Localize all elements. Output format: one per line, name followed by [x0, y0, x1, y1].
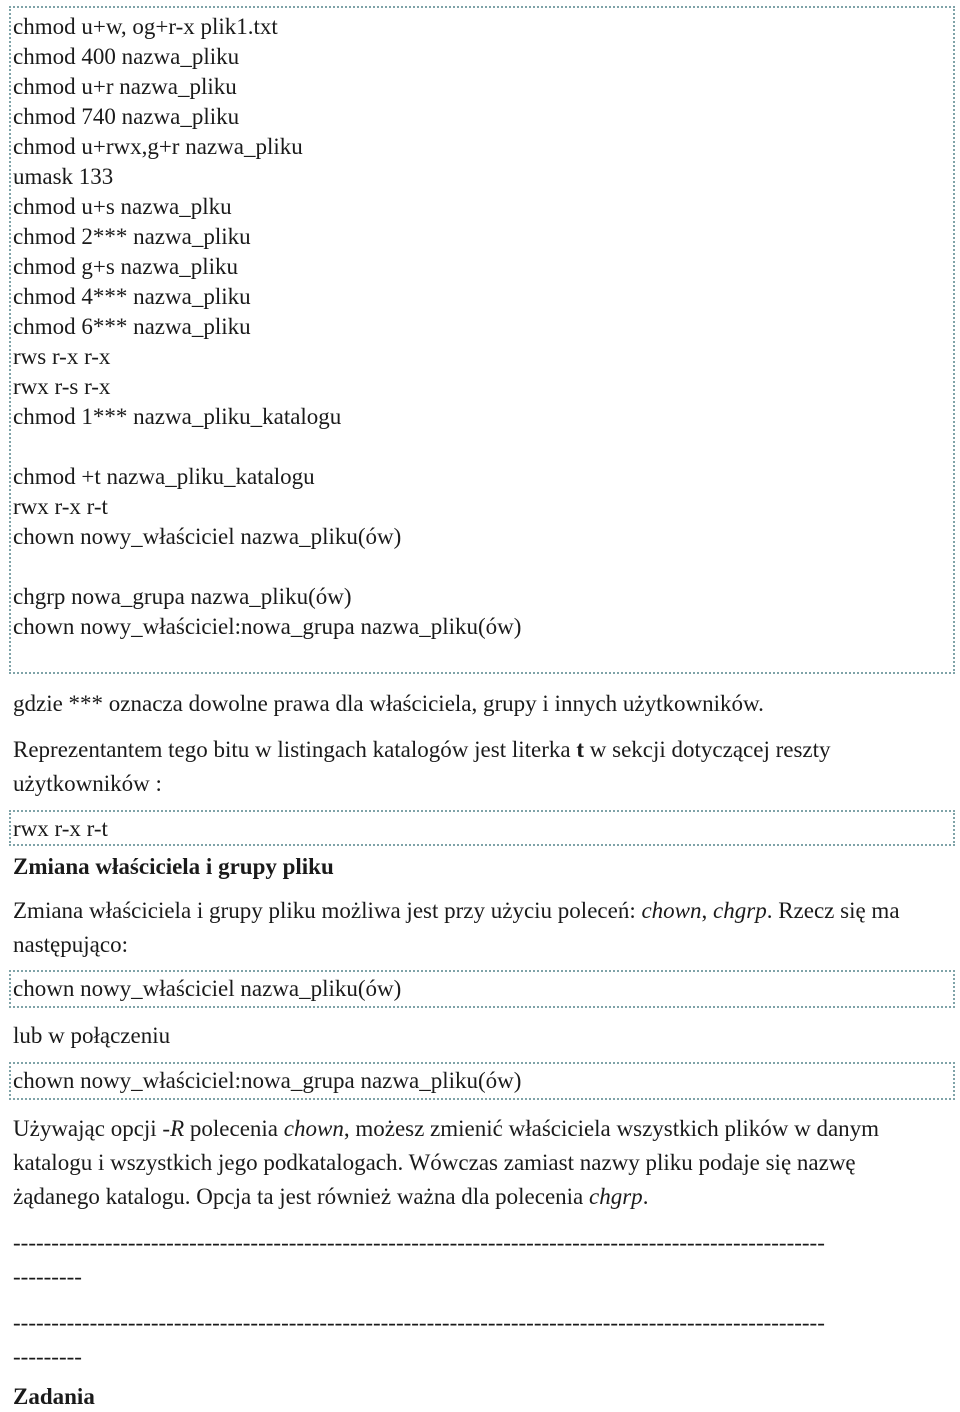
sticky-bit-paragraph	[13, 733, 948, 801]
code-line: chmod +t nazwa_pliku_katalogu	[13, 464, 315, 489]
command-name: chgrp	[713, 898, 767, 923]
code-line: chmod 6*** nazwa_pliku	[13, 314, 251, 339]
separator-line: ----------------------------------------------------------------------------------------------------------	[13, 1230, 825, 1255]
text-segment: Używając opcji -	[13, 1116, 171, 1141]
text-segment: w sekcji dotyczącej reszty użytkowników :	[13, 737, 831, 796]
code-line: chown nowy_właściciel nazwa_pliku(ów)	[13, 976, 402, 1001]
code-line: chmod g+s nazwa_pliku	[13, 254, 239, 279]
separator-tail: ---------	[13, 1344, 82, 1369]
code-line: rwx r-x r-t	[13, 494, 108, 519]
code-line: chmod 1*** nazwa_pliku_katalogu	[13, 404, 342, 429]
separator-tail: ---------	[13, 1264, 82, 1289]
code-line: chmod 740 nazwa_pliku	[13, 104, 240, 129]
command-name: chgrp	[589, 1184, 643, 1209]
text-segment: , możesz zmienić właściciela wszystkich plików w danym katalogu i wszystkich jego podkatalogach. Wówczas zamiast nazwy pliku podaje się nazwę żądanego katalogu. Opcja ta jest również ważna dla polecenia	[13, 1116, 880, 1209]
bold-letter: t	[576, 737, 585, 762]
option-flag: R	[170, 1116, 185, 1141]
code-line: chown nowy_właściciel:nowa_grupa nazwa_pliku(ów)	[13, 614, 522, 639]
code-line: chmod u+rwx,g+r nazwa_pliku	[13, 134, 303, 159]
tasks-heading: Zadania	[13, 1384, 95, 1409]
code-line: chmod u+w, og+r-x plik1.txt	[13, 14, 278, 39]
text-segment: . Rzecz się ma następująco:	[13, 898, 900, 957]
code-line: chown nowy_właściciel nazwa_pliku(ów)	[13, 524, 402, 549]
code-line: chmod 400 nazwa_pliku	[13, 44, 240, 69]
text-lub: lub w połączeniu	[13, 1023, 171, 1048]
code-line: chmod u+r nazwa_pliku	[13, 74, 237, 99]
separator-line: ----------------------------------------------------------------------------------------------------------	[13, 1310, 825, 1335]
command-name: chown	[641, 898, 702, 923]
code-line: umask 133	[13, 164, 114, 189]
command-name: chown	[283, 1116, 344, 1141]
note-text: gdzie *** oznacza dowolne prawa dla właściciela, grupy i innych użytkowników.	[13, 691, 764, 716]
code-line: chmod u+s nazwa_plku	[13, 194, 232, 219]
section-heading: Zmiana właściciela i grupy pliku	[13, 854, 334, 879]
text-segment: Reprezentantem tego bitu w listingach katalogów jest literka	[13, 737, 577, 762]
code-line: chgrp nowa_grupa nazwa_pliku(ów)	[13, 584, 352, 609]
text-segment: ,	[701, 898, 714, 923]
code-line: rwx r-x r-t	[13, 816, 108, 841]
code-line: chmod 4*** nazwa_pliku	[13, 284, 251, 309]
text-segment: Zmiana właściciela i grupy pliku możliwa jest przy użyciu poleceń:	[13, 898, 642, 923]
recursive-paragraph	[13, 1112, 948, 1214]
text-segment: polecenia	[184, 1116, 284, 1141]
code-line: chmod 2*** nazwa_pliku	[13, 224, 251, 249]
code-line: chown nowy_właściciel:nowa_grupa nazwa_pliku(ów)	[13, 1068, 522, 1093]
code-line: rws r-x r-x	[13, 344, 111, 369]
owner-paragraph	[13, 894, 948, 962]
code-block-rwx	[9, 810, 955, 846]
code-line: rwx r-s r-x	[13, 374, 111, 399]
text-segment: .	[642, 1184, 649, 1209]
